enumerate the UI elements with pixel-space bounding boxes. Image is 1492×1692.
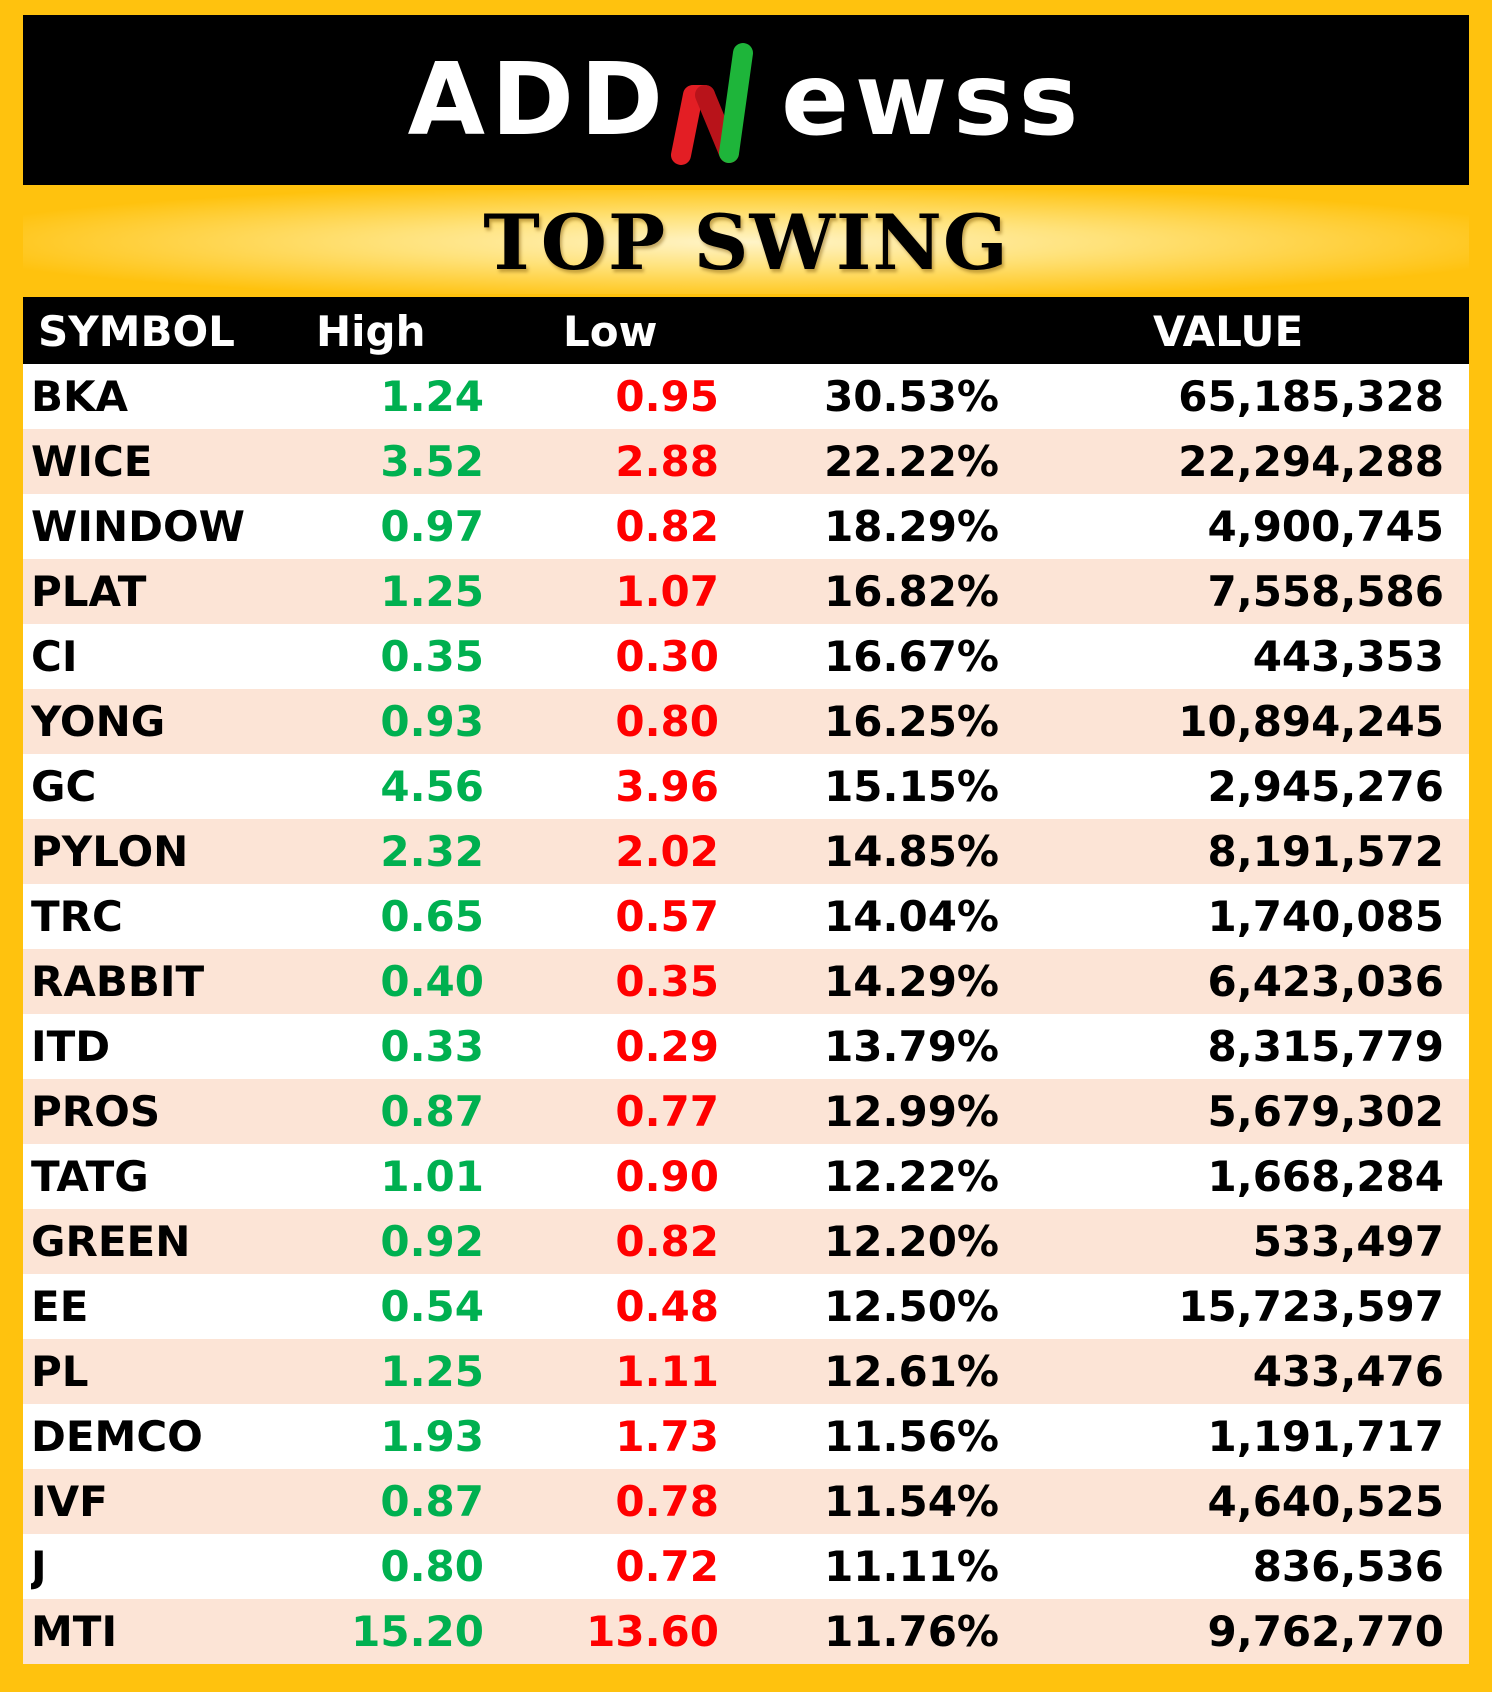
cell-value: 2,945,276 xyxy=(1207,762,1444,811)
cell-high: 0.35 xyxy=(380,632,484,681)
cell-symbol: GC xyxy=(31,762,97,811)
cell-value: 1,668,284 xyxy=(1207,1152,1444,1201)
cell-symbol: DEMCO xyxy=(31,1412,203,1461)
table-row xyxy=(23,364,1469,429)
cell-percent: 16.67% xyxy=(824,632,999,681)
table-row xyxy=(23,1014,1469,1079)
cell-high: 1.93 xyxy=(380,1412,484,1461)
cell-value: 7,558,586 xyxy=(1207,567,1444,616)
table-row xyxy=(23,689,1469,754)
cell-value: 8,191,572 xyxy=(1207,827,1444,876)
cell-high: 1.25 xyxy=(380,567,484,616)
cell-percent: 12.99% xyxy=(824,1087,999,1136)
cell-percent: 16.82% xyxy=(824,567,999,616)
cell-low: 0.80 xyxy=(615,697,719,746)
cell-percent: 14.85% xyxy=(824,827,999,876)
swing-table xyxy=(23,297,1469,1664)
cell-value: 10,894,245 xyxy=(1178,697,1444,746)
cell-value: 533,497 xyxy=(1252,1217,1444,1266)
cell-percent: 14.29% xyxy=(824,957,999,1006)
cell-percent: 11.76% xyxy=(824,1607,999,1656)
cell-high: 0.92 xyxy=(380,1217,484,1266)
cell-high: 0.93 xyxy=(380,697,484,746)
table-body xyxy=(23,364,1469,1664)
header-high: High xyxy=(316,307,426,356)
cell-symbol: YONG xyxy=(31,697,166,746)
cell-low: 0.95 xyxy=(615,372,719,421)
cell-symbol: GREEN xyxy=(31,1217,191,1266)
cell-value: 15,723,597 xyxy=(1178,1282,1444,1331)
cell-high: 0.97 xyxy=(380,502,484,551)
cell-low: 0.30 xyxy=(615,632,719,681)
cell-high: 0.87 xyxy=(380,1087,484,1136)
cell-symbol: PLAT xyxy=(31,567,147,616)
table-row xyxy=(23,429,1469,494)
table-row xyxy=(23,1339,1469,1404)
cell-value: 65,185,328 xyxy=(1178,372,1444,421)
cell-low: 1.73 xyxy=(615,1412,719,1461)
cell-low: 0.29 xyxy=(615,1022,719,1071)
table-row xyxy=(23,819,1469,884)
table-row xyxy=(23,1404,1469,1469)
cell-symbol: PROS xyxy=(31,1087,161,1136)
table-row xyxy=(23,494,1469,559)
table-row xyxy=(23,624,1469,689)
cell-value: 836,536 xyxy=(1252,1542,1444,1591)
cell-symbol: TRC xyxy=(31,892,123,941)
cell-high: 0.33 xyxy=(380,1022,484,1071)
cell-value: 5,679,302 xyxy=(1207,1087,1444,1136)
table-row xyxy=(23,1469,1469,1534)
cell-symbol: PL xyxy=(31,1347,89,1396)
cell-value: 1,740,085 xyxy=(1207,892,1444,941)
n-logo-icon xyxy=(671,35,779,165)
cell-value: 443,353 xyxy=(1252,632,1444,681)
cell-low: 0.48 xyxy=(615,1282,719,1331)
cell-symbol: CI xyxy=(31,632,78,681)
cell-percent: 30.53% xyxy=(824,372,999,421)
cell-symbol: EE xyxy=(31,1282,89,1331)
brand-banner xyxy=(23,15,1469,185)
cell-value: 22,294,288 xyxy=(1178,437,1444,486)
cell-symbol: PYLON xyxy=(31,827,189,876)
cell-symbol: TATG xyxy=(31,1152,149,1201)
table-row xyxy=(23,1534,1469,1599)
cell-percent: 11.54% xyxy=(824,1477,999,1526)
cell-symbol: BKA xyxy=(31,372,129,421)
cell-high: 4.56 xyxy=(380,762,484,811)
cell-value: 4,900,745 xyxy=(1207,502,1444,551)
cell-value: 1,191,717 xyxy=(1207,1412,1444,1461)
cell-symbol: J xyxy=(31,1542,47,1591)
cell-symbol: MTI xyxy=(31,1607,118,1656)
cell-low: 2.02 xyxy=(615,827,719,876)
cell-percent: 11.56% xyxy=(824,1412,999,1461)
cell-low: 3.96 xyxy=(615,762,719,811)
cell-low: 0.35 xyxy=(615,957,719,1006)
cell-percent: 12.20% xyxy=(824,1217,999,1266)
table-row xyxy=(23,1209,1469,1274)
table-row xyxy=(23,754,1469,819)
table-row xyxy=(23,949,1469,1014)
table-row xyxy=(23,1144,1469,1209)
cell-high: 0.80 xyxy=(380,1542,484,1591)
cell-low: 0.90 xyxy=(615,1152,719,1201)
header-value: VALUE xyxy=(1153,307,1304,356)
cell-percent: 12.61% xyxy=(824,1347,999,1396)
cell-percent: 12.50% xyxy=(824,1282,999,1331)
cell-percent: 18.29% xyxy=(824,502,999,551)
cell-high: 3.52 xyxy=(380,437,484,486)
table-row xyxy=(23,559,1469,624)
cell-percent: 13.79% xyxy=(824,1022,999,1071)
header-low: Low xyxy=(563,307,658,356)
cell-percent: 11.11% xyxy=(824,1542,999,1591)
cell-high: 1.25 xyxy=(380,1347,484,1396)
cell-low: 13.60 xyxy=(586,1607,719,1656)
cell-symbol: ITD xyxy=(31,1022,111,1071)
cell-percent: 16.25% xyxy=(824,697,999,746)
cell-low: 0.82 xyxy=(615,502,719,551)
table-row xyxy=(23,1079,1469,1144)
cell-low: 2.88 xyxy=(615,437,719,486)
cell-low: 0.82 xyxy=(615,1217,719,1266)
logo-text-left: ADD xyxy=(407,41,670,158)
cell-value: 9,762,770 xyxy=(1207,1607,1444,1656)
cell-symbol: WICE xyxy=(31,437,153,486)
cell-percent: 14.04% xyxy=(824,892,999,941)
cell-high: 2.32 xyxy=(380,827,484,876)
cell-symbol: IVF xyxy=(31,1477,108,1526)
cell-value: 8,315,779 xyxy=(1207,1022,1444,1071)
cell-value: 433,476 xyxy=(1252,1347,1444,1396)
cell-symbol: RABBIT xyxy=(31,957,205,1006)
cell-value: 4,640,525 xyxy=(1207,1477,1444,1526)
cell-low: 1.07 xyxy=(615,567,719,616)
cell-high: 0.87 xyxy=(380,1477,484,1526)
cell-high: 0.54 xyxy=(380,1282,484,1331)
cell-percent: 15.15% xyxy=(824,762,999,811)
table-row xyxy=(23,1599,1469,1664)
page-title: TOP SWING xyxy=(483,197,1009,287)
cell-high: 0.40 xyxy=(380,957,484,1006)
cell-high: 1.24 xyxy=(380,372,484,421)
brand-logo xyxy=(408,35,1085,165)
cell-low: 0.77 xyxy=(615,1087,719,1136)
cell-low: 0.72 xyxy=(615,1542,719,1591)
cell-high: 15.20 xyxy=(351,1607,484,1656)
title-band xyxy=(23,190,1469,294)
logo-text-right: ewss xyxy=(781,41,1085,158)
cell-low: 0.78 xyxy=(615,1477,719,1526)
cell-high: 1.01 xyxy=(380,1152,484,1201)
cell-value: 6,423,036 xyxy=(1207,957,1444,1006)
cell-high: 0.65 xyxy=(380,892,484,941)
cell-low: 0.57 xyxy=(615,892,719,941)
table-header xyxy=(23,297,1469,364)
table-row xyxy=(23,1274,1469,1339)
header-symbol: SYMBOL xyxy=(38,307,235,356)
cell-percent: 22.22% xyxy=(824,437,999,486)
cell-symbol: WINDOW xyxy=(31,502,245,551)
table-row xyxy=(23,884,1469,949)
cell-percent: 12.22% xyxy=(824,1152,999,1201)
cell-low: 1.11 xyxy=(615,1347,719,1396)
